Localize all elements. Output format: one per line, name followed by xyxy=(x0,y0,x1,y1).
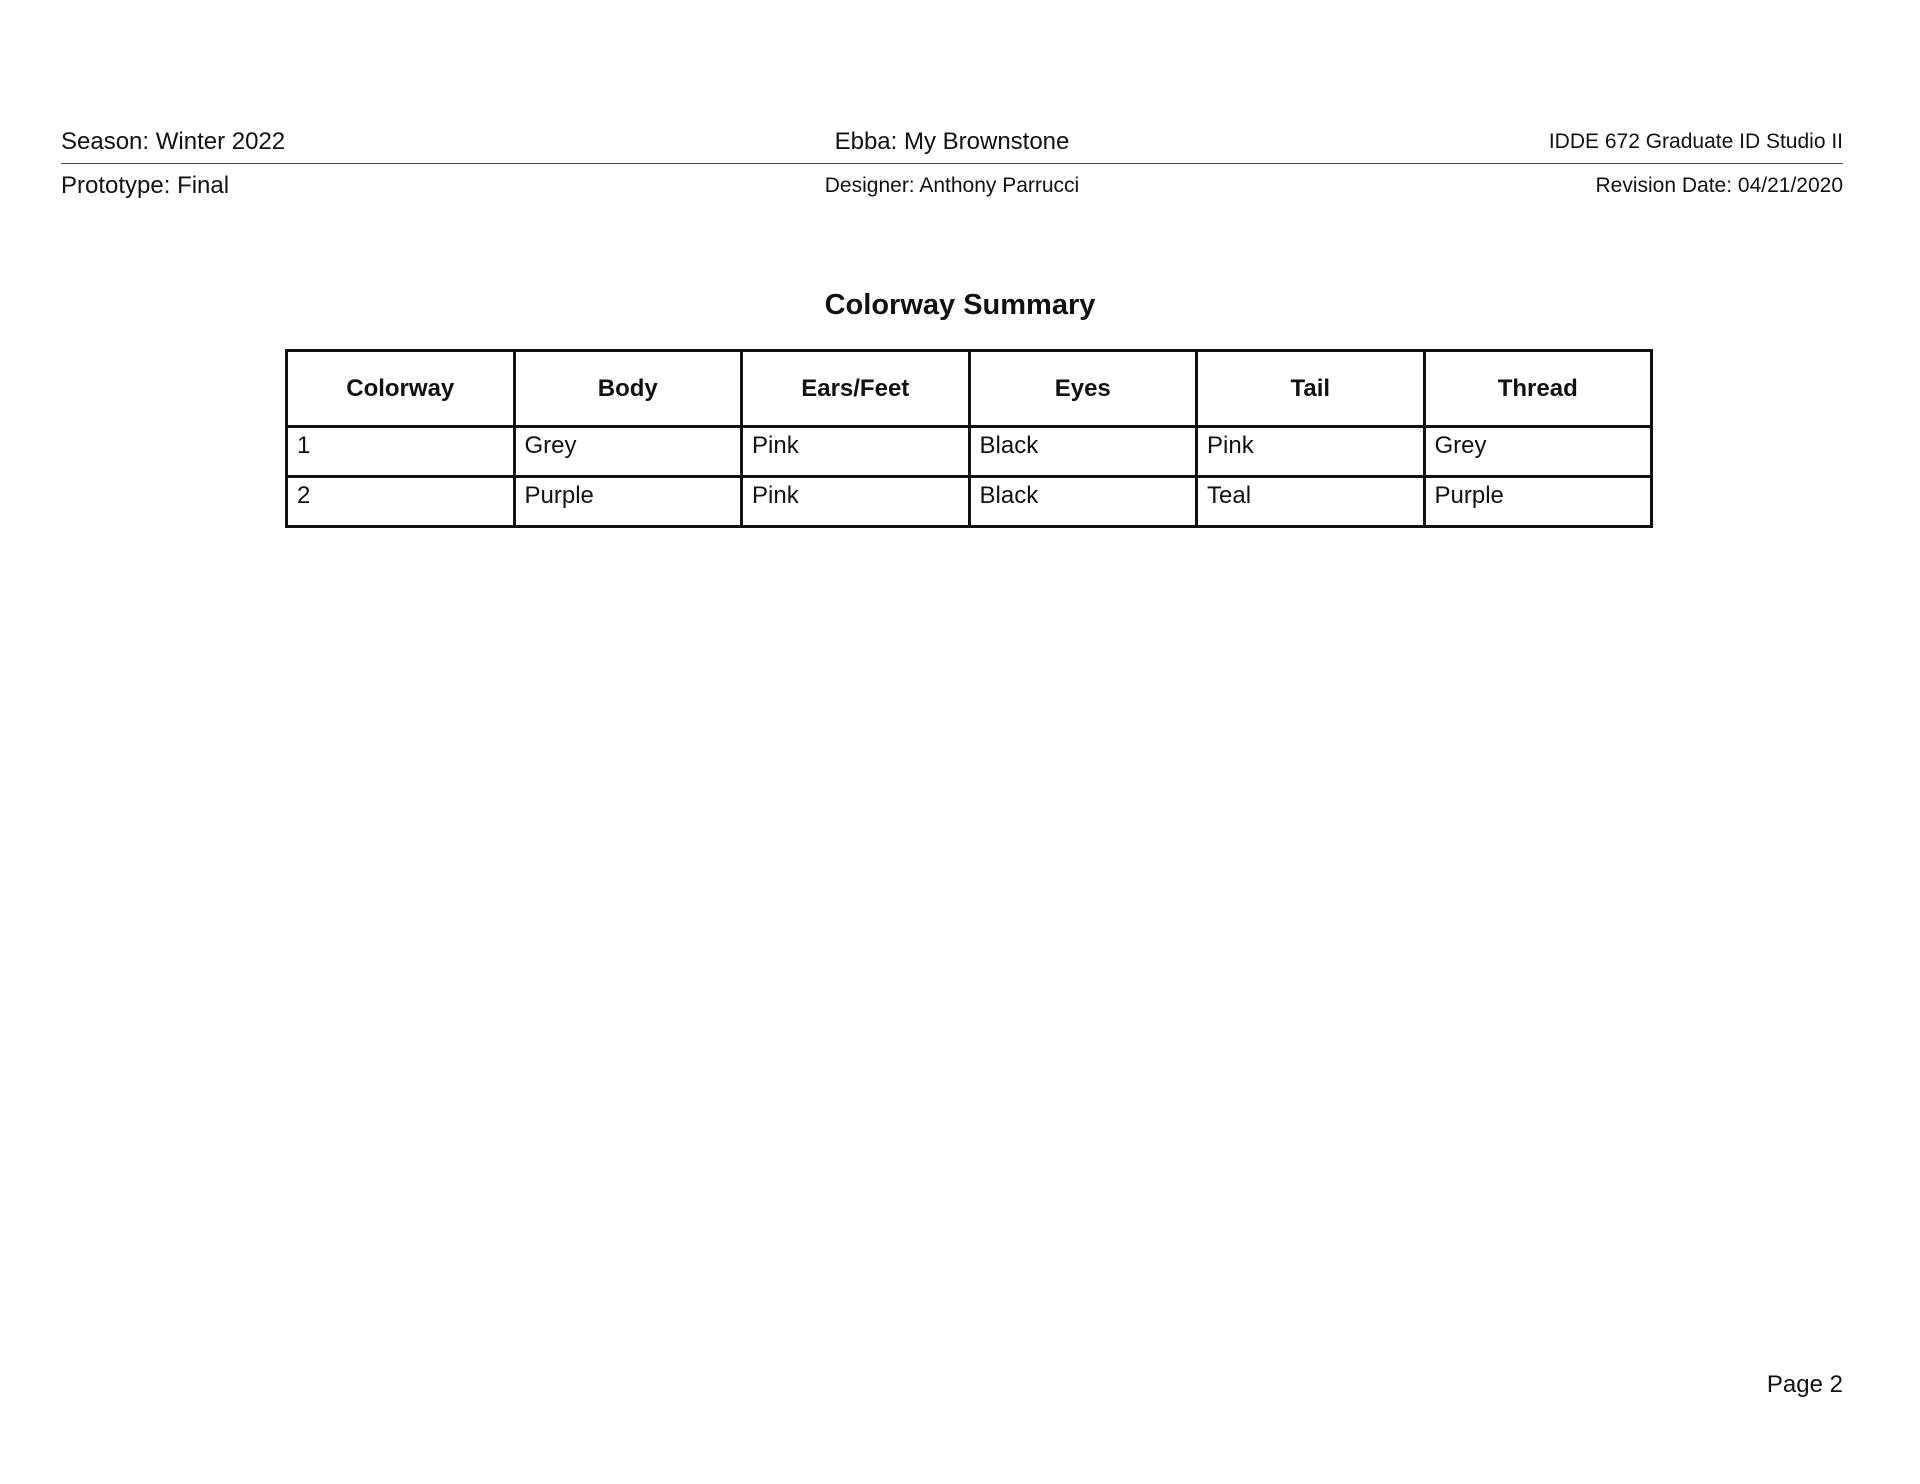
table-cell-colorway: 2 xyxy=(287,477,515,527)
table-row xyxy=(287,427,1652,477)
season-label: Season: Winter 2022 xyxy=(61,128,286,155)
page-title: Colorway Summary xyxy=(824,289,1096,321)
column-header-tail: Tail xyxy=(1197,351,1425,427)
column-header-body: Body xyxy=(514,351,742,427)
column-header-eyes: Eyes xyxy=(969,351,1197,427)
product-title: Ebba: My Brownstone xyxy=(834,128,1070,155)
prototype-label: Prototype: Final xyxy=(61,172,230,199)
page-number: Page 2 xyxy=(1766,1371,1843,1398)
designer-label: Designer: Anthony Parrucci xyxy=(824,174,1080,197)
header-divider xyxy=(61,163,1843,164)
header-row-bottom xyxy=(61,172,1843,202)
table-cell-tail: Teal xyxy=(1197,477,1425,527)
course-label: IDDE 672 Graduate ID Studio II xyxy=(1548,130,1843,153)
column-header-ears-feet: Ears/Feet xyxy=(742,351,970,427)
table-cell-body: Purple xyxy=(514,477,742,527)
colorway-table xyxy=(285,349,1653,528)
table-cell-eyes: Black xyxy=(969,427,1197,477)
header-row-top xyxy=(61,128,1843,158)
table-cell-ears-feet: Pink xyxy=(742,477,970,527)
table-cell-colorway: 1 xyxy=(287,427,515,477)
table-cell-body: Grey xyxy=(514,427,742,477)
revision-date-label: Revision Date: 04/21/2020 xyxy=(1595,174,1843,197)
table-cell-eyes: Black xyxy=(969,477,1197,527)
table-cell-thread: Grey xyxy=(1424,427,1652,477)
column-header-colorway: Colorway xyxy=(287,351,515,427)
table-cell-ears-feet: Pink xyxy=(742,427,970,477)
column-header-thread: Thread xyxy=(1424,351,1652,427)
table-cell-thread: Purple xyxy=(1424,477,1652,527)
table-row xyxy=(287,477,1652,527)
table-cell-tail: Pink xyxy=(1197,427,1425,477)
table-header-row xyxy=(287,351,1652,427)
